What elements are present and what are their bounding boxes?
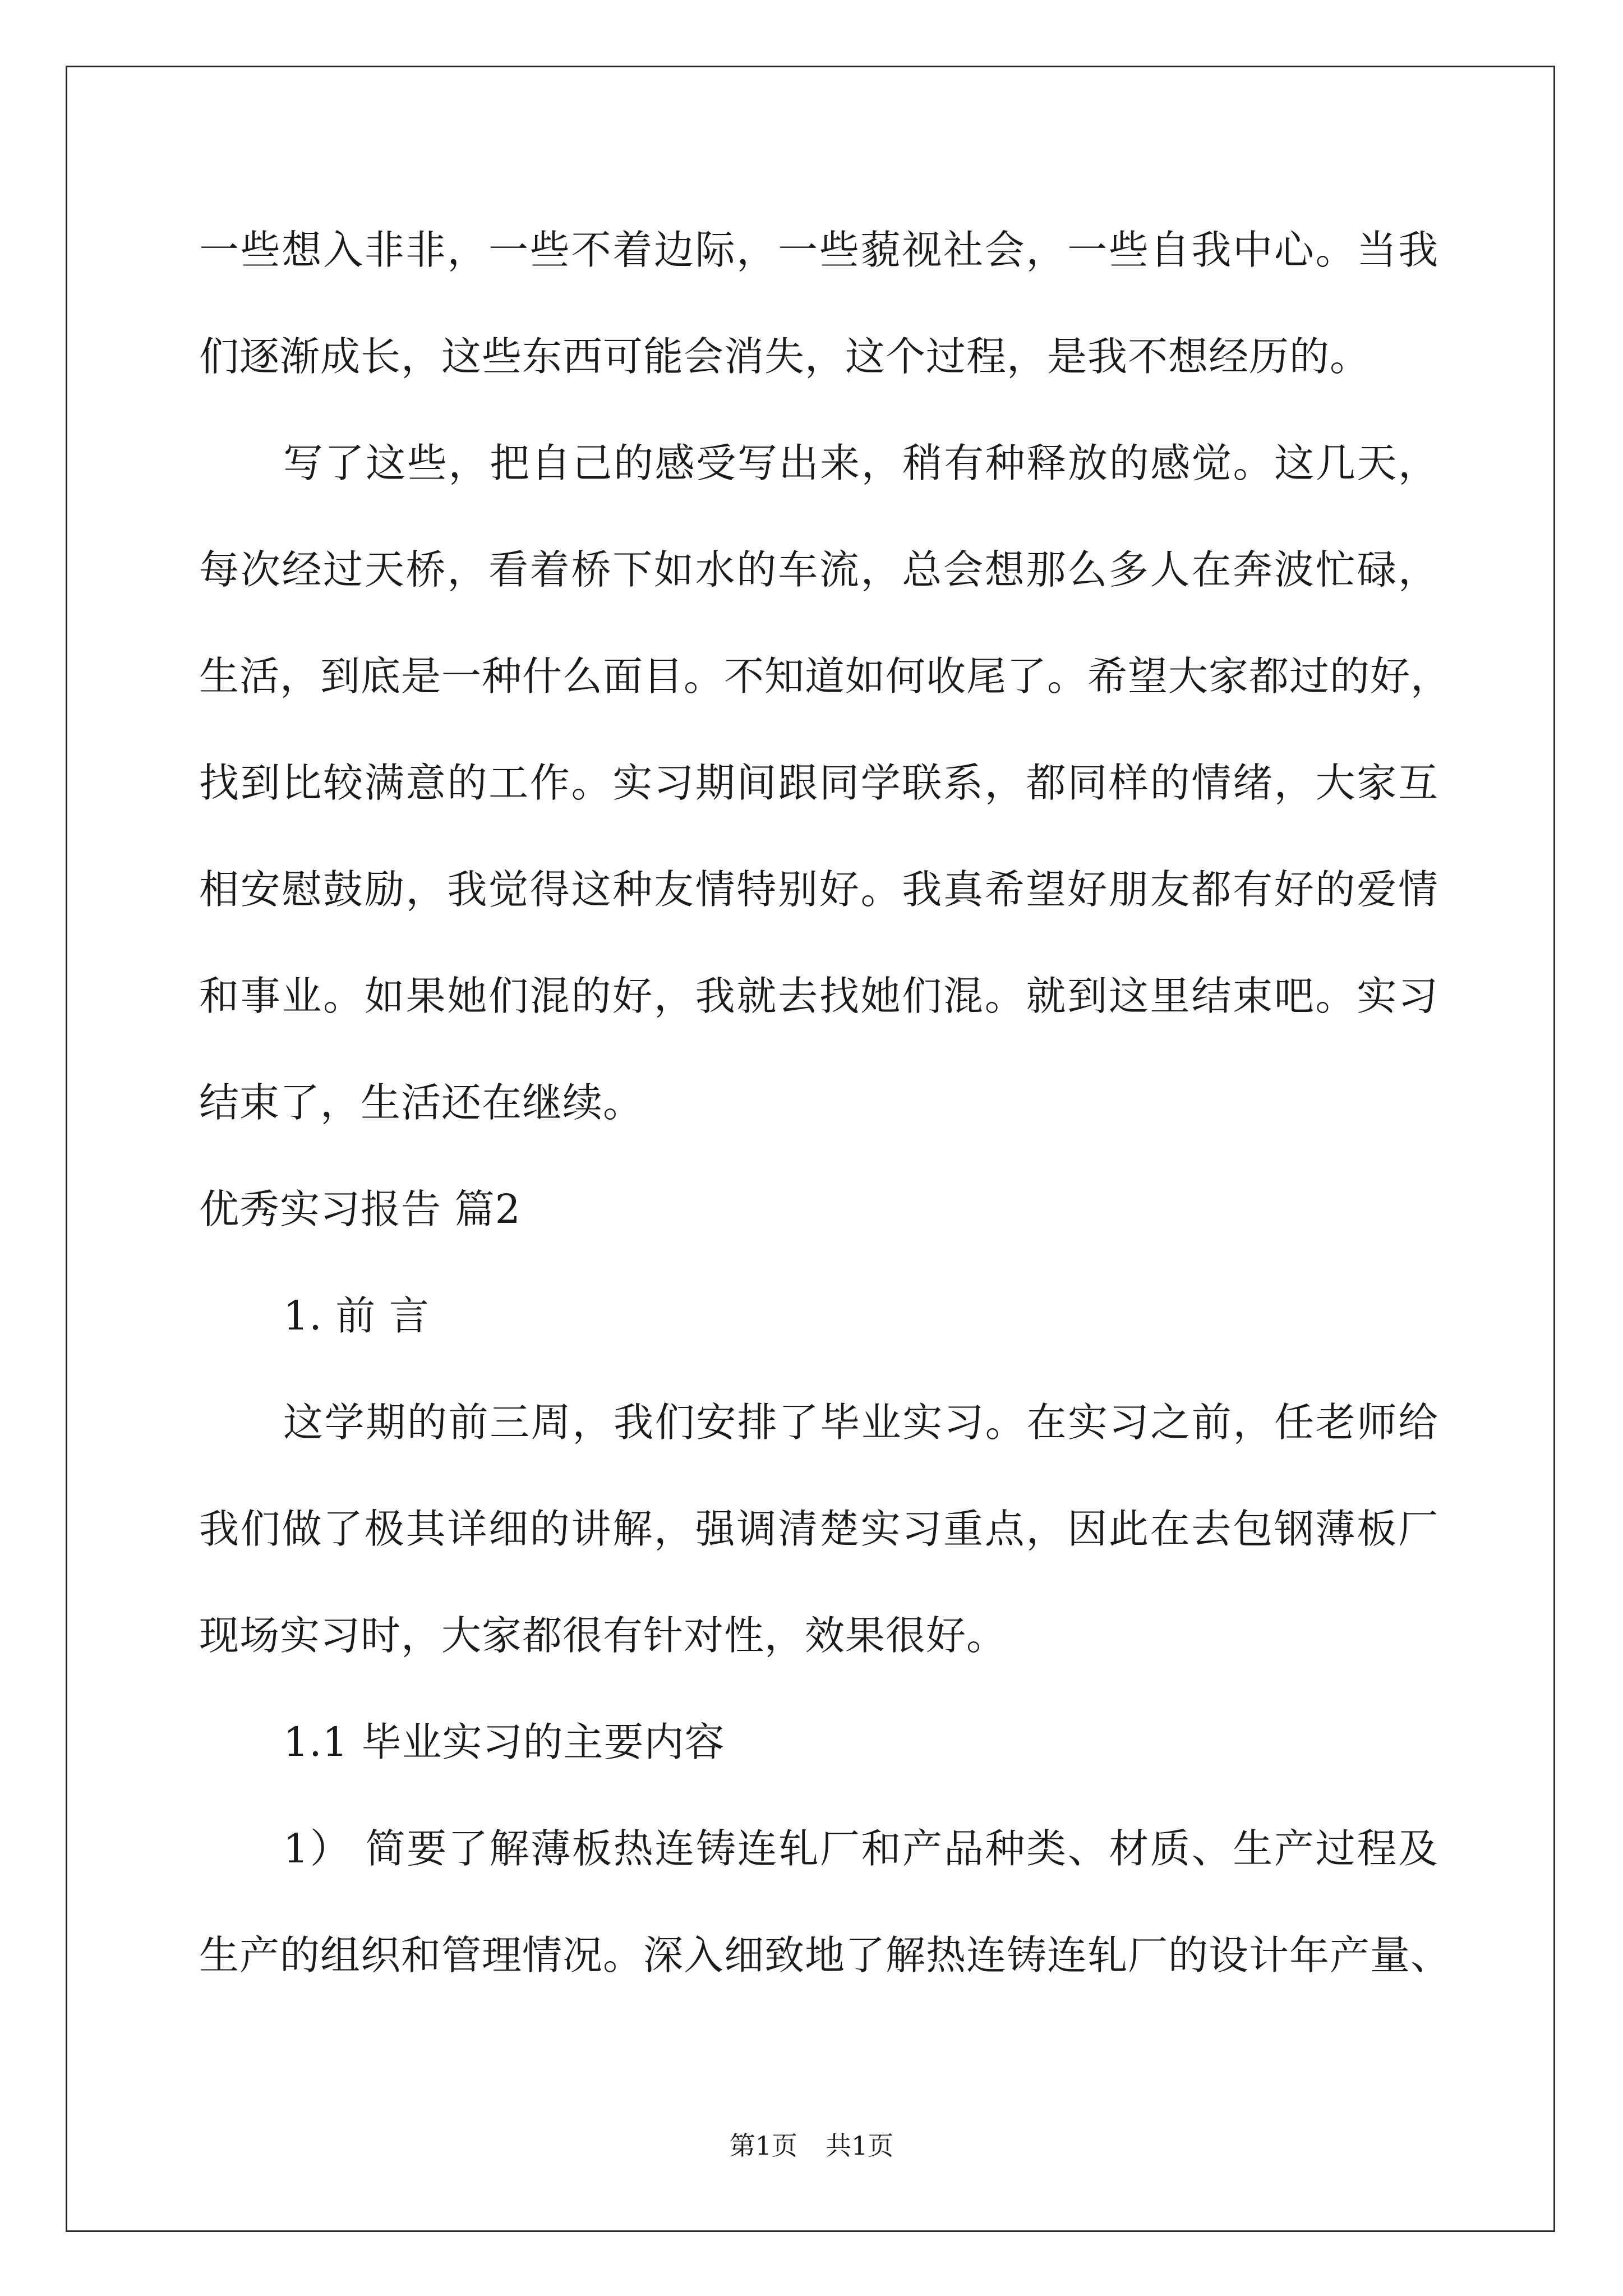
page-total: 共1页 bbox=[826, 2131, 894, 2161]
subsection-heading: 1.1 毕业实习的主要内容 bbox=[283, 1719, 725, 1765]
paragraph-line: 找到比较满意的工作。实习期间跟同学联系，都同样的情绪，大家互 bbox=[199, 760, 1438, 806]
paragraph-line: 现场实习时，大家都很有针对性，效果很好。 bbox=[199, 1612, 1007, 1659]
subsection-heading: 1. 前 言 bbox=[283, 1292, 430, 1339]
paragraph-line: 一些想入非非，一些不着边际，一些藐视社会，一些自我中心。当我 bbox=[199, 227, 1438, 273]
paragraph-line: 相安慰鼓励，我觉得这种友情特别好。我真希望好朋友都有好的爱情 bbox=[199, 866, 1438, 913]
page-footer bbox=[0, 2129, 1623, 2162]
paragraph-line: 我们做了极其详细的讲解，强调清楚实习重点，因此在去包钢薄板厂 bbox=[199, 1506, 1438, 1552]
section-heading: 优秀实习报告 篇2 bbox=[199, 1186, 521, 1232]
paragraph-line: 和事业。如果她们混的好，我就去找她们混。就到这里结束吧。实习 bbox=[199, 973, 1438, 1019]
paragraph-line: 们逐渐成长，这些东西可能会消失，这个过程，是我不想经历的。 bbox=[199, 333, 1371, 380]
document-body bbox=[199, 217, 1451, 2028]
paragraph-line: 写了这些，把自己的感受写出来，稍有种释放的感觉。这几天， bbox=[283, 440, 1438, 486]
paragraph-line: 每次经过天桥，看着桥下如水的车流，总会想那么多人在奔波忙碌， bbox=[199, 546, 1438, 593]
paragraph-line: 生活，到底是一种什么面目。不知道如何收尾了。希望大家都过的好， bbox=[199, 653, 1451, 700]
page-number: 第1页 bbox=[729, 2131, 797, 2161]
paragraph-line: 这学期的前三周，我们安排了毕业实习。在实习之前，任老师给 bbox=[283, 1399, 1438, 1446]
paragraph-line: 结束了，生活还在继续。 bbox=[199, 1079, 644, 1126]
paragraph-line: 生产的组织和管理情况。深入细致地了解热连铸连轧厂的设计年产量、 bbox=[199, 1932, 1451, 1978]
list-item-line: 1） 简要了解薄板热连铸连轧厂和产品种类、材质、生产过程及 bbox=[283, 1825, 1438, 1872]
